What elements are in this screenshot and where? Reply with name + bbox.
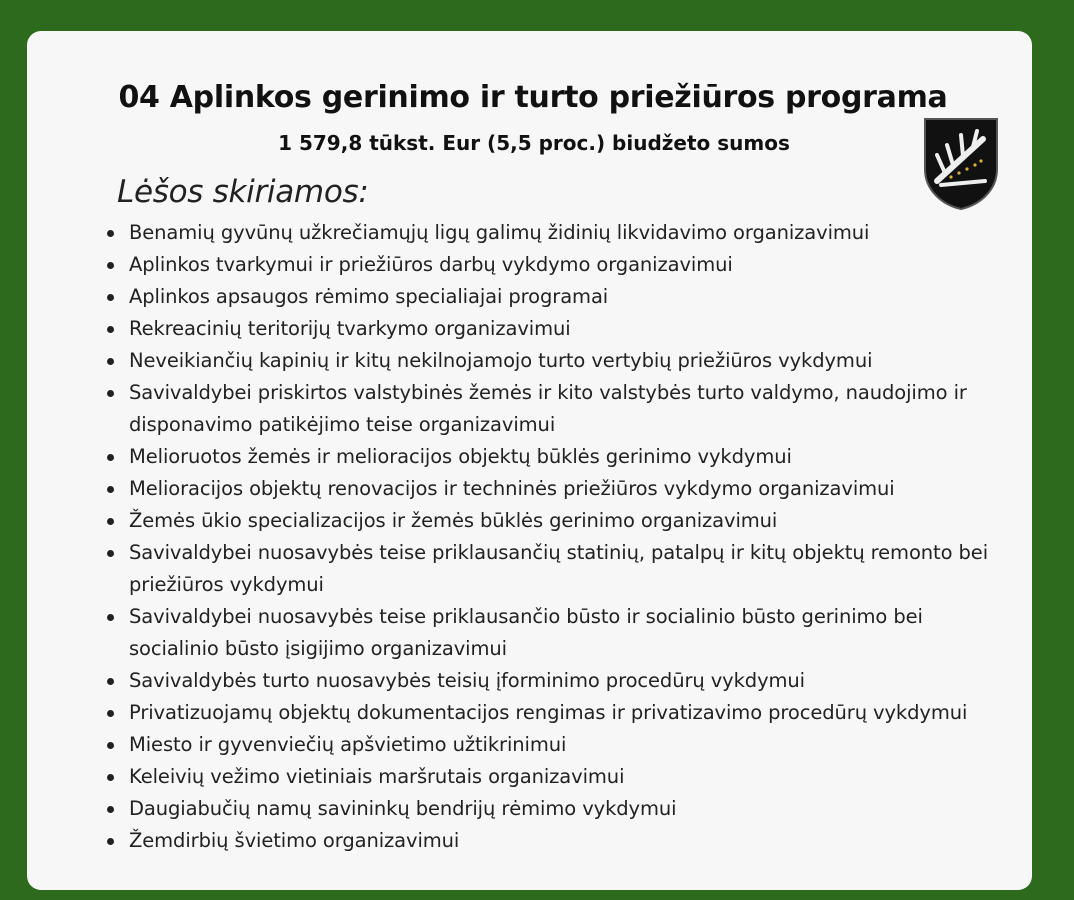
bullet-icon: [107, 614, 114, 621]
list-item: [103, 249, 1008, 281]
list-item: [103, 825, 1008, 857]
bullet-icon: [107, 262, 114, 269]
bullet-icon: [107, 678, 114, 685]
list-item-text: Neveikiančių kapinių ir kitų nekilnojamojo turto vertybių priežiūros vykdymui: [129, 349, 873, 372]
list-item-text: Melioruotos žemės ir melioracijos objektų būklės gerinimo vykdymui: [129, 445, 792, 468]
bullet-icon: [107, 550, 114, 557]
list-item-text: Benamių gyvūnų užkrečiamųjų ligų galimų židinių likvidavimo organizavimui: [129, 221, 870, 244]
funding-list: [103, 217, 1008, 857]
list-item: [103, 697, 1008, 729]
bullet-icon: [107, 454, 114, 461]
list-item: [103, 345, 1008, 377]
list-item-text: Daugiabučių namų savininkų bendrijų rėmimo vykdymui: [129, 797, 677, 820]
bullet-icon: [107, 294, 114, 301]
list-item: [103, 377, 1008, 441]
bullet-icon: [107, 518, 114, 525]
list-item: [103, 505, 1008, 537]
list-item-text: Savivaldybei nuosavybės teise priklausančių statinių, patalpų ir kitų objektų remonto bei priežiūros vykdymui: [129, 541, 989, 596]
list-item-text: Žemės ūkio specializacijos ir žemės būklės gerinimo organizavimui: [129, 509, 778, 532]
list-item: [103, 729, 1008, 761]
list-item: [103, 281, 1008, 313]
list-item: [103, 665, 1008, 697]
bullet-icon: [107, 326, 114, 333]
section-heading: Lėšos skiriamos:: [117, 174, 369, 210]
bullet-icon: [107, 230, 114, 237]
bullet-icon: [107, 358, 114, 365]
bullet-icon: [107, 806, 114, 813]
list-item-text: Savivaldybei nuosavybės teise priklausančio būsto ir socialinio būsto gerinimo bei socialinio būsto įsigijimo organizavimui: [129, 605, 923, 660]
bullet-icon: [107, 838, 114, 845]
bullet-icon: [107, 390, 114, 397]
list-item: [103, 793, 1008, 825]
bullet-icon: [107, 774, 114, 781]
list-item-text: Savivaldybės turto nuosavybės teisių įforminimo procedūrų vykdymui: [129, 669, 805, 692]
budget-subtitle: 1 579,8 tūkst. Eur (5,5 proc.) biudžeto sumos: [278, 131, 790, 155]
list-item: [103, 441, 1008, 473]
list-item-text: Keleivių vežimo vietiniais maršrutais organizavimui: [129, 765, 625, 788]
list-item-text: Aplinkos tvarkymui ir priežiūros darbų vykdymo organizavimui: [129, 253, 733, 276]
list-item-text: Miesto ir gyvenviečių apšvietimo užtikrinimui: [129, 733, 567, 756]
list-item-text: Savivaldybei priskirtos valstybinės žemės ir kito valstybės turto valdymo, naudojimo ir disponavimo patikėjimo teise organizavimui: [129, 381, 967, 436]
bullet-icon: [107, 486, 114, 493]
list-item: [103, 313, 1008, 345]
list-item-text: Aplinkos apsaugos rėmimo specialiajai programai: [129, 285, 609, 308]
list-item-text: Žemdirbių švietimo organizavimui: [129, 829, 460, 852]
list-item-text: Privatizuojamų objektų dokumentacijos rengimas ir privatizavimo procedūrų vykdymui: [129, 701, 968, 724]
coat-of-arms-icon: [923, 117, 999, 211]
bullet-icon: [107, 710, 114, 717]
list-item: [103, 473, 1008, 505]
list-item: [103, 537, 1008, 601]
page-title: 04 Aplinkos gerinimo ir turto priežiūros programa: [118, 80, 948, 115]
list-item: [103, 217, 1008, 249]
list-item: [103, 601, 1008, 665]
list-item-text: Melioracijos objektų renovacijos ir techninės priežiūros vykdymo organizavimui: [129, 477, 895, 500]
list-item: [103, 761, 1008, 793]
list-item-text: Rekreacinių teritorijų tvarkymo organizavimui: [129, 317, 571, 340]
bullet-icon: [107, 742, 114, 749]
